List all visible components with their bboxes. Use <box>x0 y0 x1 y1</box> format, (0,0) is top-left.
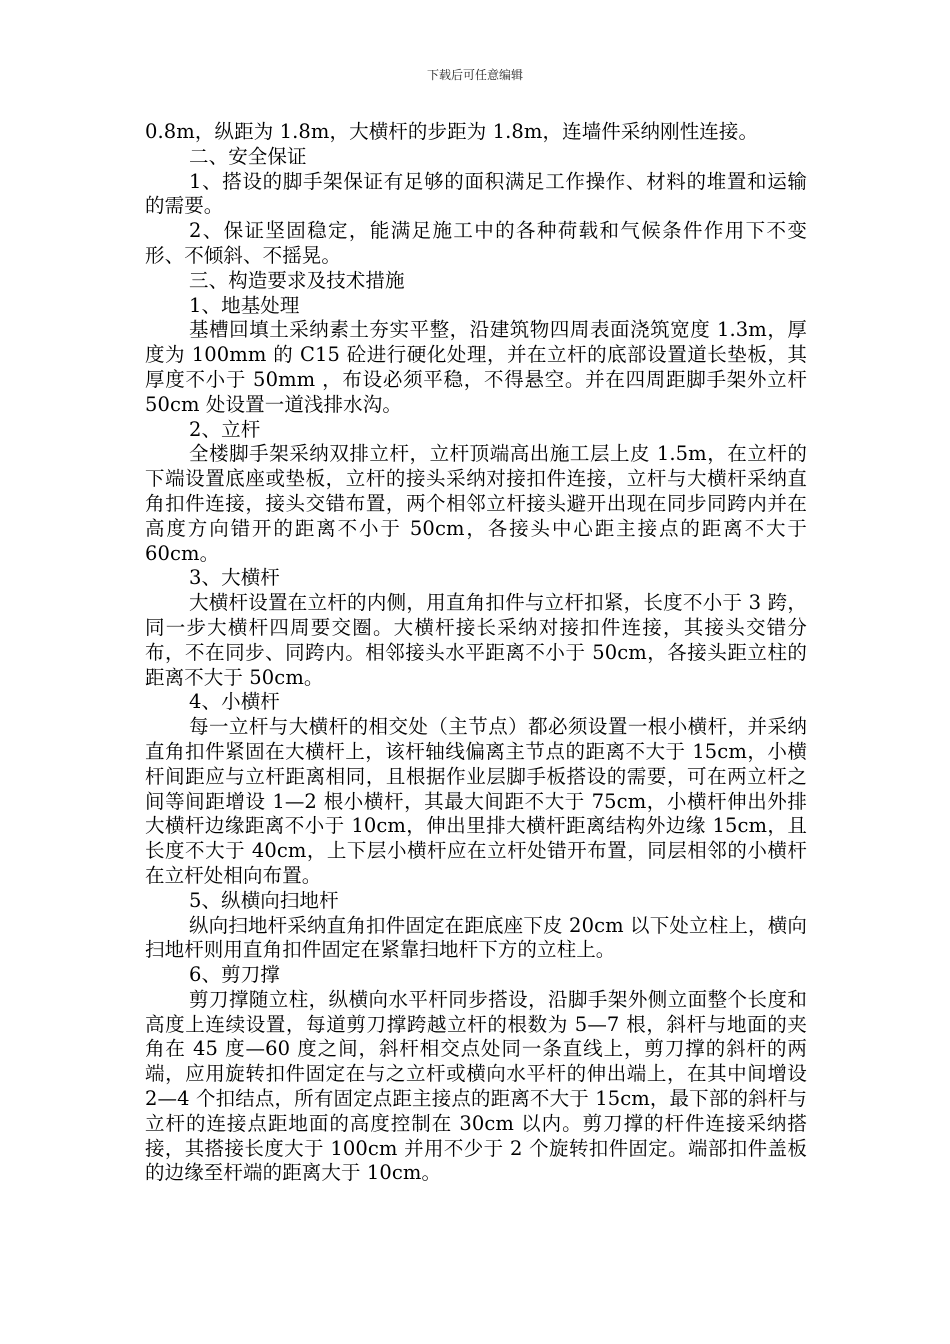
subheading-large-crossbar: 3、大横杆 <box>189 566 280 590</box>
subheading-foundation: 1、地基处理 <box>189 293 300 317</box>
paragraph-continuation: 0.8m，纵距为 1.8m，大横杆的步距为 1.8m，连墙件采纳刚性连接。 <box>145 120 759 143</box>
paragraph: 每一立杆与大横杆的相交处（主节点）都必须设置一根小横杆，并采纳直角扣件紧固在大横杆上，该杆轴线偏离主节点的距离不大于 15cm，小横杆间距应与立杆距离相同，且根据作业层脚手板搭设的需要，可在两立杆之间等间距增设 1—2 根小横杆，其最大间距不大于 75cm，小横杆伸出外排大横杆边缘距离不小于 10cm，伸出里排大横杆距离结构外边缘 15cm，且长度不大于 40cm，上下层小横杆应在立杆处错开布置，同层相邻的小横杆在立杆处相向布置。 <box>145 715 807 887</box>
paragraph: 大横杆设置在立杆的内侧，用直角扣件与立杆扣紧，长度不小于 3 跨，同一步大横杆四周要交圈。大横杆接长采纳对接扣件连接，其接头交错分布，不在同步、同跨内。相邻接头水平距离不小于 50cm，各接头距立柱的距离不大于 50cm。 <box>145 591 807 689</box>
section-heading-safety: 二、安全保证 <box>189 144 307 168</box>
paragraph: 剪刀撑随立柱，纵横向水平杆同步搭设，沿脚手架外侧立面整个长度和高度上连续设置，每道剪刀撑跨越立杆的根数为 5—7 根，斜杆与地面的夹角在 45 度—60 度之间，斜杆相交点处同一条直线上，剪刀撑的斜杆的两端，应用旋转扣件固定在与之立杆或横向水平杆的伸出端上，在其中间增设 2—4 个扣结点，所有固定点距主接点的距离不大于 15cm，最下部的斜杆与立杆的连接点距地面的高度控制在 30cm 以内。剪刀撑的杆件连接采纳搭接，其搭接长度大于 100cm 并用不少于 2 个旋转扣件固定。端部扣件盖板的边缘至杆端的距离大于 10cm。 <box>145 987 807 1185</box>
paragraph: 1、搭设的脚手架保证有足够的面积满足工作操作、材料的堆置和运输的需要。 <box>145 169 807 218</box>
paragraph: 纵向扫地杆采纳直角扣件固定在距底座下皮 20cm 以下处立柱上，横向扫地杆则用直角扣件固定在紧靠扫地杆下方的立柱上。 <box>145 913 807 962</box>
subheading-upright-pole: 2、立杆 <box>189 417 261 441</box>
subheading-scissor-brace: 6、剪刀撑 <box>189 963 280 987</box>
subheading-small-crossbar: 4、小横杆 <box>189 690 280 714</box>
paragraph: 基槽回填土采纳素土夯实平整，沿建筑物四周表面浇筑宽度 1.3m，厚度为 100mm 的 C15 砼进行硬化处理，并在立杆的底部设置道长垫板，其厚度不小于 50mm ，布设必须平稳，不得悬空。并在四周距脚手架外立杆 50cm 处设置一道浅排水沟。 <box>145 318 807 416</box>
paragraph: 2、保证坚固稳定，能满足施工中的各种荷载和气候条件作用下不变形、不倾斜、不摇晃。 <box>145 219 807 267</box>
page-header: 下载后可任意编辑 <box>426 68 523 82</box>
document-body <box>145 120 807 1186</box>
subheading-sweeping-pole: 5、纵横向扫地杆 <box>189 888 339 912</box>
paragraph: 全楼脚手架采纳双排立杆，立杆顶端高出施工层上皮 1.5m，在立杆的下端设置底座或垫板，立杆的接头采纳对接扣件连接，立杆与大横杆采纳直角扣件连接，接头交错布置，两个相邻立杆接头避开出现在同步同跨内并在高度方向错开的距离不小于 50cm，各接头中心距主接点的距离不大于 60cm。 <box>145 442 807 565</box>
section-heading-construction: 三、构造要求及技术措施 <box>189 268 405 292</box>
